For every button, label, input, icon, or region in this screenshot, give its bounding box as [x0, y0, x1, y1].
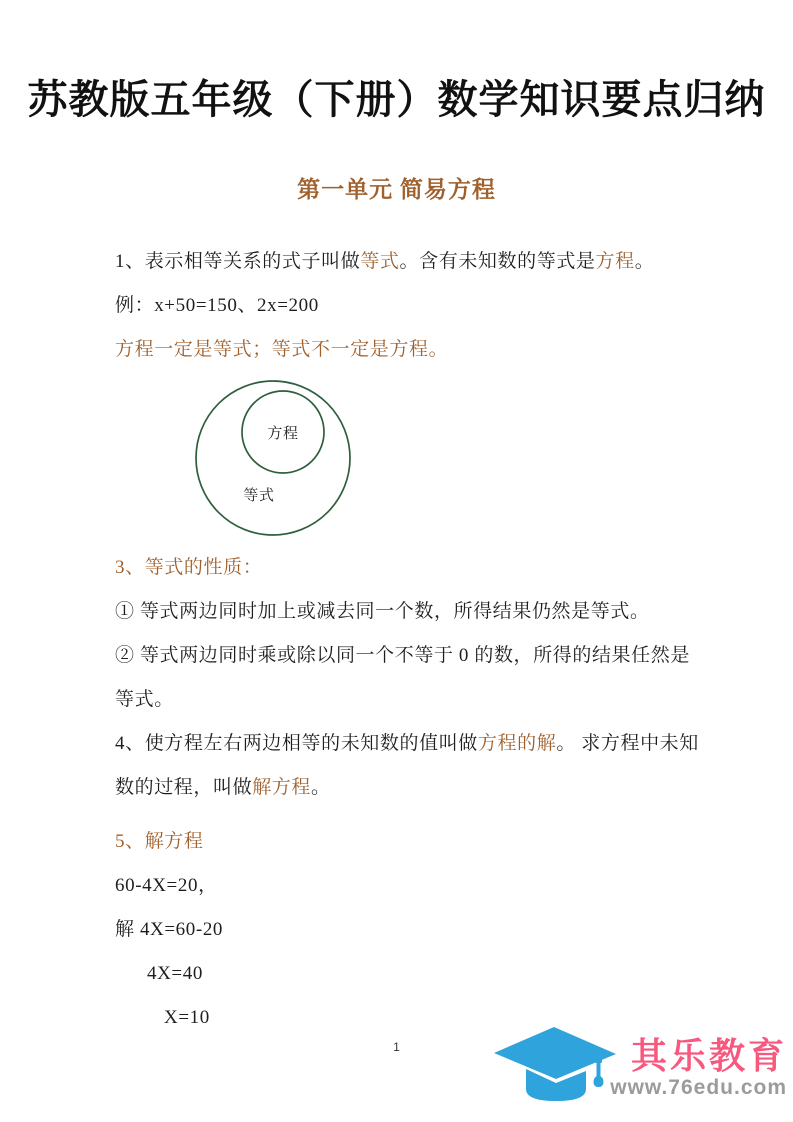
- term-solution-of-equation: 方程的解: [477, 733, 557, 754]
- property-1: ① 等式两边同时加上或减去同一个数，所得结果仍然是等式。: [115, 601, 650, 622]
- text-run: 。: [634, 251, 655, 272]
- text-run: 。含有未知数的等式是: [399, 251, 596, 272]
- page-title: 苏教版五年级（下册）数学知识要点归纳: [27, 77, 766, 122]
- text-run: 。 求方程中未知: [556, 733, 699, 754]
- para-note: 方程一定是等式；等式不一定是方程。: [115, 339, 449, 360]
- page-number: 1: [393, 1040, 400, 1054]
- para-example: 例：x+50=150、2x=200: [115, 295, 319, 316]
- para-definition: [115, 240, 703, 284]
- heading-properties: 3、等式的性质：: [115, 557, 263, 578]
- brand-text-block: [610, 1036, 787, 1100]
- text-run: 。: [311, 777, 331, 798]
- property-2-line2: 等式。: [115, 689, 174, 710]
- term-equality: 等式: [360, 251, 400, 272]
- brand-url: www.76edu.com: [610, 1075, 787, 1099]
- equation-line-3: 4X=40: [147, 963, 203, 984]
- brand-name: 其乐教育: [630, 1034, 787, 1076]
- equation-line-4: X=10: [164, 1007, 210, 1028]
- text-run: 1、表示相等关系的式子叫做: [115, 251, 361, 272]
- heading-solve-equation: 5、解方程: [115, 831, 204, 852]
- equation-line-1: 60-4X=20，: [115, 875, 218, 896]
- text-run: 4、使方程左右两边相等的未知数的值叫做: [115, 733, 478, 754]
- text-run: 数的过程，叫做: [115, 777, 253, 798]
- para-solution-line1: [115, 722, 703, 766]
- brand-logo: [492, 1025, 787, 1110]
- term-equation: 方程: [595, 251, 635, 272]
- property-2-line1: ② 等式两边同时乘或除以同一个不等于 0 的数，所得的结果任然是: [115, 645, 690, 666]
- venn-diagram: [193, 374, 365, 546]
- venn-outer-circle: [196, 381, 350, 535]
- document-body: [115, 240, 703, 1040]
- venn-inner-label: 方程: [267, 426, 299, 442]
- section-heading: 第一单元 简易方程: [297, 177, 496, 202]
- venn-outer-label: 等式: [243, 488, 275, 504]
- equation-line-2: 解 4X=60-20: [115, 919, 224, 940]
- term-solving-equation: 解方程: [252, 777, 312, 798]
- graduation-cap-icon: [492, 1025, 624, 1110]
- para-solution-line2: [115, 766, 703, 810]
